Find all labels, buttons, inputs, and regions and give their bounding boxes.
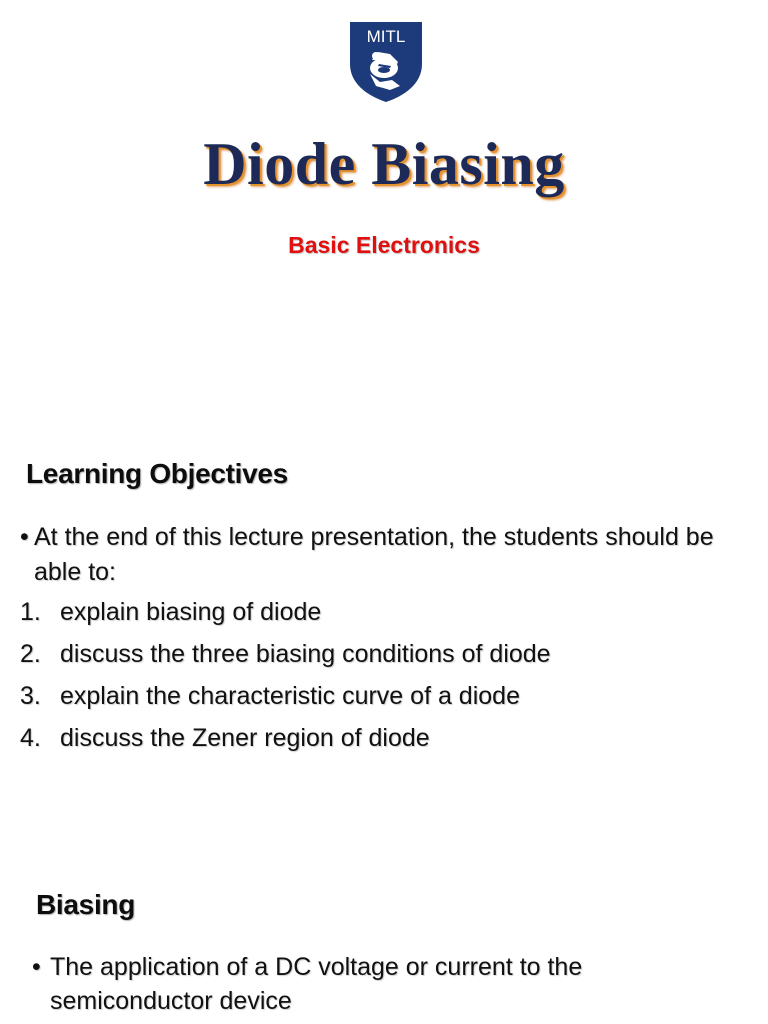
biasing-definition-text: The application of a DC voltage or current to the semiconductor device xyxy=(50,953,583,1015)
list-item xyxy=(32,950,732,1018)
list-item-number: 3. xyxy=(20,682,41,710)
objectives-intro-text: At the end of this lecture presentation, the students should be able to: xyxy=(34,523,714,586)
bullet-icon: • xyxy=(20,523,29,551)
bullet-icon: • xyxy=(32,953,41,981)
list-item xyxy=(20,721,740,763)
slide-title: Diode Biasing xyxy=(203,131,565,197)
list-item-text: discuss the three biasing conditions of diode xyxy=(60,640,551,668)
learning-objectives-list xyxy=(20,520,740,763)
list-item-text: discuss the Zener region of diode xyxy=(60,724,430,752)
biasing-heading: Biasing xyxy=(36,889,136,920)
list-item-number: 2. xyxy=(20,640,41,668)
logo-text: MITL xyxy=(366,27,406,46)
list-item xyxy=(20,637,740,679)
biasing-definition xyxy=(32,950,732,1023)
mitl-logo xyxy=(346,20,426,104)
slide-subtitle: Basic Electronics xyxy=(288,232,480,258)
objectives-intro xyxy=(20,520,740,590)
shield-crest-icon xyxy=(346,20,426,104)
learning-objectives-heading: Learning Objectives xyxy=(26,458,288,489)
list-item-number: 1. xyxy=(20,598,41,626)
list-item xyxy=(20,679,740,721)
list-item xyxy=(20,595,740,637)
list-item-number: 4. xyxy=(20,724,41,752)
list-item-text: explain the characteristic curve of a diode xyxy=(60,682,520,710)
list-item-text: explain biasing of diode xyxy=(60,598,322,626)
